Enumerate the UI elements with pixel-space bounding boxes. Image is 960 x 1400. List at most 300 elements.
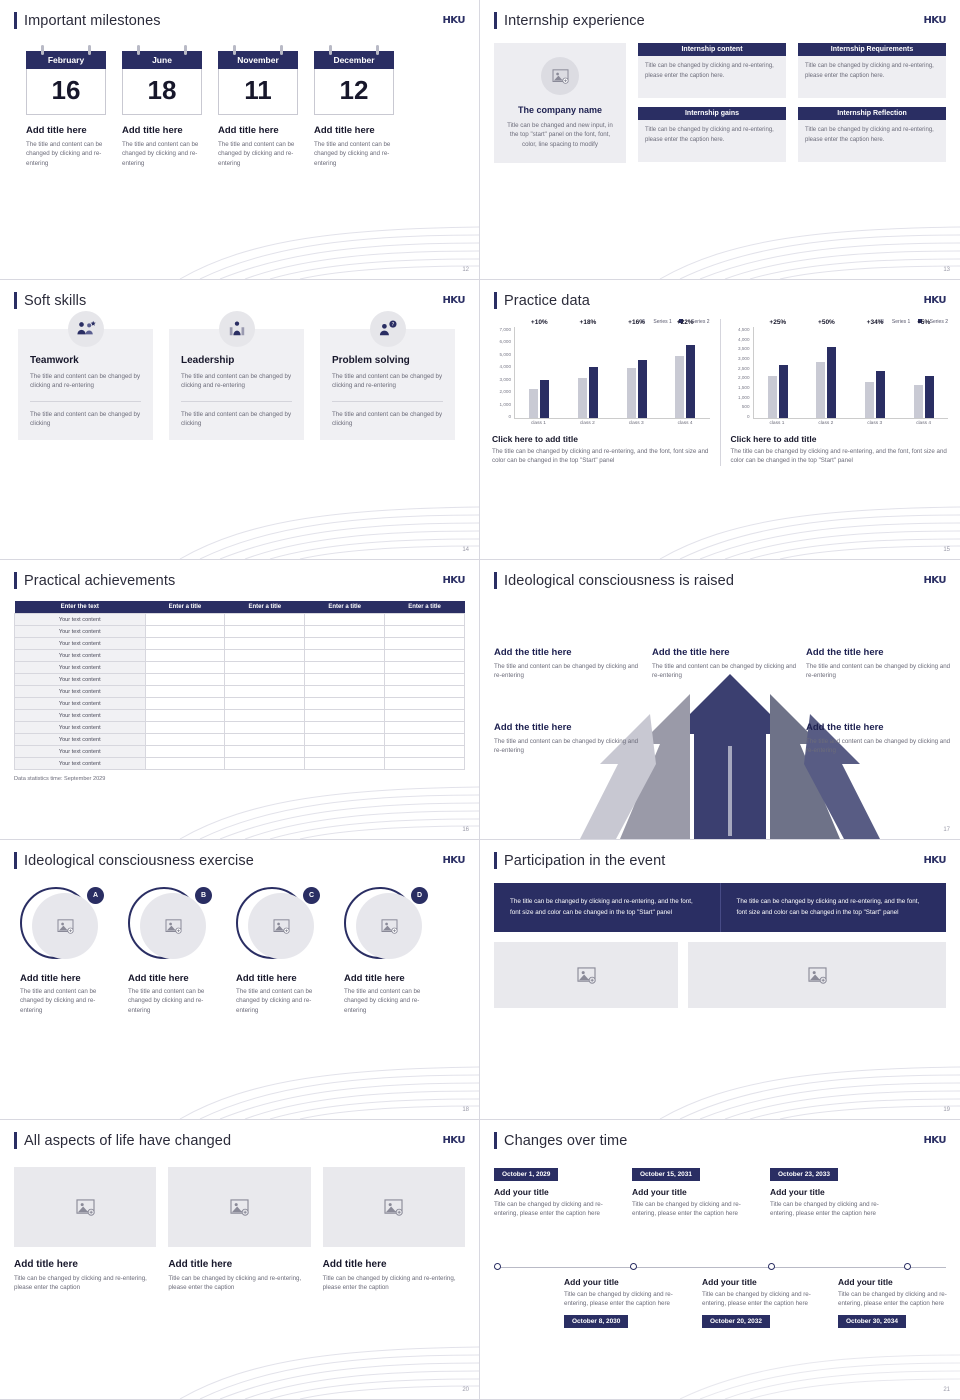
cell-label: Your text content (15, 662, 146, 674)
cell-empty[interactable] (305, 722, 385, 734)
table-row[interactable] (15, 626, 465, 638)
calendar-month: November (237, 55, 279, 65)
card-body: The title and content can be changed by clicking and re-entering (218, 141, 295, 167)
timeline-date: October 8, 2030 (564, 1315, 628, 1328)
slide-important-milestones (0, 0, 480, 280)
svg-text:?: ? (391, 321, 394, 328)
page-number: 15 (943, 547, 950, 553)
cell-empty[interactable] (225, 650, 305, 662)
calendar-day: 18 (122, 69, 202, 115)
cell-empty[interactable] (385, 674, 465, 686)
timeline-date: October 30, 2034 (838, 1315, 906, 1328)
skill-body: The title and content can be changed by clicking and re-entering (332, 373, 443, 390)
item-heading: Add your title (632, 1187, 687, 1197)
y-axis-labels: 4,500 4,000 3,500 3,000 2,500 2,000 1,500 1,000 500 0 (738, 327, 750, 419)
page-number: 16 (462, 827, 469, 833)
cell-empty[interactable] (225, 746, 305, 758)
table-row[interactable] (15, 710, 465, 722)
bar-label: +34% (866, 319, 884, 326)
hku-logo: HKU (923, 855, 946, 866)
bar-label: +10% (530, 319, 548, 326)
title-accent-bar (14, 572, 17, 589)
card-body: Title can be changed by clicking and re-entering, please enter the caption here. (638, 120, 786, 162)
cell-empty[interactable] (145, 650, 225, 662)
item-body: The title and content can be changed by clicking and re-entering (344, 988, 421, 1014)
slide-header (0, 1120, 479, 1149)
title-accent-bar (494, 572, 497, 589)
timeline-date: October 23, 2033 (770, 1168, 838, 1181)
table-row[interactable] (15, 758, 465, 770)
cell-empty[interactable] (225, 662, 305, 674)
item-body: Title can be changed by clicking and re-entering, please enter the caption here (702, 1291, 811, 1308)
col-header: Enter a title (305, 601, 385, 614)
cell-empty[interactable] (305, 626, 385, 638)
hku-logo: HKU (923, 1135, 946, 1146)
page-number: 18 (462, 1107, 469, 1113)
card-heading: Add title here (218, 125, 279, 136)
cell-label: Your text content (15, 698, 146, 710)
item-heading: Add title here (322, 1259, 387, 1270)
cell-empty[interactable] (305, 734, 385, 746)
item-heading: Add your title (564, 1277, 619, 1287)
skill-card[interactable] (18, 329, 153, 440)
item-body: Title can be changed by clicking and re-entering, please enter the caption here (494, 1201, 603, 1218)
cell-empty[interactable] (225, 698, 305, 710)
col-header: Enter a title (225, 601, 305, 614)
cell-empty[interactable] (145, 734, 225, 746)
item-body: Title can be changed by clicking and re-entering, please enter the caption here (770, 1201, 879, 1218)
item-body: Title can be changed by clicking and re-entering, please enter the caption here (838, 1291, 947, 1308)
circle-item[interactable] (128, 887, 220, 1015)
cell-empty[interactable] (385, 758, 465, 770)
skill-heading: Leadership (181, 355, 235, 366)
slide-header (480, 0, 960, 29)
cell-empty[interactable] (145, 686, 225, 698)
chart-caption-title: Click here to add title (492, 434, 578, 444)
cell-empty[interactable] (305, 746, 385, 758)
calendar-day: 16 (26, 69, 106, 115)
cell-label: Your text content (15, 686, 146, 698)
timeline-item-bottom[interactable] (564, 1277, 684, 1328)
item-heading: Add title here (344, 973, 405, 984)
bar-label: +18% (579, 319, 597, 326)
card-header: Internship gains (638, 107, 786, 120)
cell-empty[interactable] (305, 758, 385, 770)
table-row[interactable] (15, 746, 465, 758)
hku-logo: HKU (442, 1135, 465, 1146)
card-heading: Add title here (314, 125, 375, 136)
hku-logo: HKU (923, 575, 946, 586)
cell-label: Your text content (15, 650, 146, 662)
item-heading: Add title here (236, 973, 297, 984)
slide-header (0, 560, 479, 589)
company-panel[interactable] (494, 43, 626, 163)
item-heading: Add the title here (494, 647, 572, 658)
page-title: Soft skills (24, 292, 87, 309)
ideo-item[interactable] (806, 722, 956, 756)
cell-empty[interactable] (225, 674, 305, 686)
cell-label: Your text content (15, 758, 146, 770)
skill-card[interactable] (320, 321, 455, 440)
skill-card[interactable] (169, 329, 304, 440)
cell-empty[interactable] (145, 722, 225, 734)
cell-empty[interactable] (225, 758, 305, 770)
event-panel[interactable]: The title can be changed by clicking and re-entering, and the font, font size and color can be changed in the top "Start" panel (494, 883, 720, 932)
item-body: The title and content can be changed by clicking and re-entering (652, 663, 797, 680)
cell-empty[interactable] (385, 722, 465, 734)
milestone-card[interactable] (122, 51, 202, 168)
title-accent-bar (14, 1132, 17, 1149)
life-card[interactable] (323, 1167, 465, 1293)
card-heading: Add title here (122, 125, 183, 136)
page-number: 20 (462, 1387, 469, 1393)
calendar-month: December (333, 55, 375, 65)
item-body: Title can be changed by clicking and re-entering, please enter the caption (14, 1275, 147, 1292)
item-heading: Add the title here (652, 647, 730, 658)
cell-empty[interactable] (145, 698, 225, 710)
card-body: Title can be changed by clicking and re-entering, please enter the caption here. (798, 120, 946, 162)
circle-badge: B (195, 887, 212, 904)
image-placeholder[interactable] (688, 942, 946, 1008)
item-body: The title and content can be changed by clicking and re-entering (128, 988, 205, 1014)
timeline-node (768, 1263, 775, 1270)
cell-empty[interactable] (385, 650, 465, 662)
timeline-item-bottom[interactable] (838, 1277, 958, 1328)
cell-empty[interactable] (305, 698, 385, 710)
bar-label: +16% (628, 319, 645, 326)
internship-card[interactable] (638, 43, 786, 98)
item-heading: Add your title (770, 1187, 825, 1197)
cell-label: Your text content (15, 746, 146, 758)
legend-item: Series 1 (653, 319, 672, 325)
cell-label: Your text content (15, 638, 146, 650)
page-title: Changes over time (504, 1132, 628, 1149)
milestone-card[interactable] (218, 51, 298, 168)
wave-decoration (480, 469, 960, 559)
circle-item[interactable] (344, 887, 436, 1015)
slide-changes-over-time (480, 1120, 960, 1400)
chart-left (492, 319, 710, 466)
cell-empty[interactable] (385, 710, 465, 722)
title-accent-bar (494, 292, 497, 309)
card-header: Internship Reflection (798, 107, 946, 120)
slide-header (480, 1120, 960, 1149)
cell-empty[interactable] (145, 758, 225, 770)
card-heading: Add title here (26, 125, 87, 136)
slide-header (480, 280, 960, 309)
cell-empty[interactable] (225, 722, 305, 734)
chart-caption-body: The title can be changed by clicking and re-entering, and the font, font size and color can be changed in the top "Start" panel (492, 448, 709, 465)
item-heading: Add title here (168, 1259, 233, 1270)
cell-empty[interactable] (225, 686, 305, 698)
cell-empty[interactable] (305, 614, 385, 626)
table-row[interactable] (15, 638, 465, 650)
slide-all-aspects-life (0, 1120, 480, 1400)
slide-participation-event (480, 840, 960, 1120)
cell-empty[interactable] (145, 614, 225, 626)
page-title: Ideological consciousness exercise (24, 852, 254, 869)
timeline-date: October 15, 2031 (632, 1168, 700, 1181)
cell-empty[interactable] (225, 614, 305, 626)
item-heading: Add your title (494, 1187, 549, 1197)
col-header: Enter the text (15, 601, 146, 614)
item-body: Title can be changed by clicking and re-entering, please enter the caption here (632, 1201, 741, 1218)
skill-body: The title and content can be changed by clicking and re-entering (30, 373, 141, 390)
chart-right (731, 319, 949, 466)
slide-practical-achievements (0, 560, 480, 840)
item-body: Title can be changed by clicking and re-entering, please enter the caption (168, 1275, 302, 1292)
table-row[interactable] (15, 722, 465, 734)
item-body: Title can be changed by clicking and re-entering, please enter the caption (322, 1275, 456, 1292)
page-number: 21 (943, 1387, 950, 1393)
col-header: Enter a title (145, 601, 225, 614)
wave-decoration (480, 1029, 960, 1119)
page-number: 12 (462, 267, 469, 273)
hku-logo: HKU (442, 575, 465, 586)
hku-logo: HKU (442, 295, 465, 306)
leader-icon (219, 311, 255, 347)
cell-empty[interactable] (145, 746, 225, 758)
wave-decoration (480, 189, 960, 279)
company-name: The company name (517, 105, 603, 115)
page-number: 19 (943, 1107, 950, 1113)
timeline-date: October 20, 2032 (702, 1315, 770, 1328)
page-number: 14 (462, 547, 469, 553)
timeline-item-bottom[interactable] (702, 1277, 822, 1328)
table-row[interactable] (15, 650, 465, 662)
cell-empty[interactable] (385, 746, 465, 758)
cell-label: Your text content (15, 614, 146, 626)
item-body: The title and content can be changed by clicking and re-entering (494, 738, 639, 755)
title-accent-bar (14, 12, 17, 29)
item-heading: Add title here (14, 1259, 78, 1270)
ideo-item[interactable] (494, 647, 644, 681)
event-panel[interactable]: The title can be changed by clicking and re-entering, and the font, font size and color can be changed in the top "Start" panel (720, 883, 947, 932)
cell-empty[interactable] (305, 638, 385, 650)
cell-empty[interactable] (145, 662, 225, 674)
slide-internship-experience (480, 0, 960, 280)
title-accent-bar (14, 292, 17, 309)
cell-empty[interactable] (305, 674, 385, 686)
slide-ideological-exercise (0, 840, 480, 1120)
item-heading: Add your title (838, 1277, 893, 1287)
hku-logo: HKU (923, 295, 946, 306)
ideo-item[interactable] (494, 722, 644, 756)
cell-label: Your text content (15, 710, 146, 722)
y-axis-labels: 7,000 6,000 5,000 4,000 3,000 2,000 1,000 0 (499, 327, 511, 419)
cell-empty[interactable] (385, 638, 465, 650)
cell-empty[interactable] (305, 662, 385, 674)
image-placeholder-icon (541, 57, 579, 95)
card-body: Title can be changed by clicking and re-entering, please enter the caption here. (798, 56, 946, 98)
col-header: Enter a title (385, 601, 465, 614)
skill-subtext: The title and content can be changed by clicking (30, 410, 141, 427)
table-row[interactable] (15, 686, 465, 698)
card-body: Title can be changed by clicking and re-entering, please enter the caption here. (638, 56, 786, 98)
timeline-item-top[interactable] (770, 1163, 895, 1219)
card-header: Internship content (638, 43, 786, 56)
wave-decoration (0, 469, 480, 559)
table-row[interactable] (15, 734, 465, 746)
divider (720, 319, 721, 466)
bar-label: +22% (676, 319, 694, 326)
milestone-card[interactable] (26, 51, 106, 168)
circle-badge: D (411, 887, 428, 904)
cell-empty[interactable] (385, 686, 465, 698)
bar-label: +5% (917, 319, 931, 326)
cell-empty[interactable] (305, 710, 385, 722)
item-heading: Add title here (128, 973, 189, 984)
table-note: Data statistics time: September 2029 (14, 776, 106, 782)
card-body: The title and content can be changed by clicking and re-entering (26, 141, 103, 167)
x-axis-labels: class 1 class 2 class 3 class 4 (530, 421, 693, 426)
cell-empty[interactable] (145, 674, 225, 686)
cell-empty[interactable] (225, 734, 305, 746)
item-heading: Add title here (20, 973, 81, 984)
ideo-item[interactable] (652, 647, 802, 681)
page-title: Ideological consciousness is raised (504, 572, 734, 589)
cell-label: Your text content (15, 722, 146, 734)
cell-empty[interactable] (225, 710, 305, 722)
legend-item: Series 2 (691, 319, 710, 325)
image-placeholder[interactable] (323, 1167, 465, 1247)
page-title: Important milestones (24, 12, 161, 29)
chart-caption-body: The title can be changed by clicking and re-entering, and the font, font size and color can be changed in the top "Start" panel (730, 448, 947, 465)
slide-soft-skills (0, 280, 480, 560)
life-card[interactable] (14, 1167, 156, 1293)
page-title: Internship experience (504, 12, 645, 29)
timeline-node (904, 1263, 911, 1270)
cell-empty[interactable] (145, 710, 225, 722)
ideo-item[interactable] (806, 647, 956, 681)
title-accent-bar (14, 852, 17, 869)
title-accent-bar (494, 852, 497, 869)
cell-empty[interactable] (145, 626, 225, 638)
circle-item[interactable] (20, 887, 112, 1015)
calendar-day: 12 (314, 69, 394, 115)
hku-logo: HKU (442, 855, 465, 866)
item-body: The title and content can be changed by clicking and re-entering (236, 988, 313, 1014)
calendar-month: June (152, 55, 172, 65)
bar-label: +50% (818, 319, 835, 326)
bar-label: +25% (769, 319, 787, 326)
slide-ideological-consciousness-raised (480, 560, 960, 840)
title-accent-bar (494, 1132, 497, 1149)
timeline-date: October 1, 2029 (494, 1168, 558, 1181)
timeline-item-top[interactable] (494, 1163, 614, 1219)
achievements-table[interactable] (14, 601, 465, 770)
skill-subtext: The title and content can be changed by clicking (332, 410, 443, 427)
slide-practice-data (480, 280, 960, 560)
cell-empty[interactable] (305, 686, 385, 698)
image-placeholder[interactable] (14, 1167, 156, 1247)
cell-empty[interactable] (385, 614, 465, 626)
page-title: All aspects of life have changed (24, 1132, 232, 1149)
item-heading: Add the title here (806, 722, 884, 733)
slide-header (480, 560, 960, 589)
item-heading: Add the title here (494, 722, 572, 733)
timeline-node (494, 1263, 501, 1270)
page-title: Practice data (504, 292, 590, 309)
cell-empty[interactable] (225, 626, 305, 638)
item-body: The title and content can be changed by clicking and re-entering (806, 663, 951, 680)
milestone-cards (0, 29, 479, 168)
timeline-axis (494, 1267, 946, 1268)
chart-caption-title: Click here to add title (730, 434, 817, 444)
legend-item: Series 1 (891, 319, 911, 325)
milestone-card[interactable] (314, 51, 394, 168)
legend-item: Series 2 (929, 319, 948, 325)
slide-header (0, 280, 479, 309)
table-header-row (15, 601, 465, 614)
skill-subtext: The title and content can be changed by clicking (181, 410, 292, 427)
calendar-day: 11 (218, 69, 298, 115)
question-icon (370, 311, 406, 347)
slide-header (0, 0, 479, 29)
cell-empty[interactable] (385, 698, 465, 710)
card-body: The title and content can be changed by clicking and re-entering (122, 141, 199, 167)
company-body: Title can be changed and new input, in the top "start" panel on the font, font, color, line spacing to modify (507, 122, 613, 148)
page-title: Participation in the event (504, 852, 666, 869)
slide-header (480, 840, 960, 869)
cell-label: Your text content (15, 626, 146, 638)
cell-empty[interactable] (225, 638, 305, 650)
hku-logo: HKU (442, 15, 465, 26)
x-axis-labels: class 1 class 2 class 3 class 4 (769, 421, 932, 426)
circle-item[interactable] (236, 887, 328, 1015)
hku-logo: HKU (923, 15, 946, 26)
image-placeholder[interactable] (494, 942, 678, 1008)
item-heading: Add your title (702, 1277, 757, 1287)
wave-decoration (0, 1029, 480, 1119)
internship-card[interactable] (638, 107, 786, 162)
circle-badge: C (303, 887, 320, 904)
wave-decoration (0, 189, 480, 279)
cell-empty[interactable] (385, 626, 465, 638)
life-card[interactable] (168, 1167, 310, 1293)
cell-label: Your text content (15, 734, 146, 746)
table-row[interactable] (15, 698, 465, 710)
cell-empty[interactable] (145, 638, 225, 650)
timeline-item-top[interactable] (632, 1163, 752, 1219)
table-row[interactable] (15, 674, 465, 686)
internship-card[interactable] (798, 43, 946, 98)
title-accent-bar (494, 12, 497, 29)
skill-body: The title and content can be changed by clicking and re-entering (181, 373, 292, 390)
table-row[interactable] (15, 614, 465, 626)
team-icon (68, 311, 104, 347)
skill-heading: Problem solving (332, 355, 410, 366)
page-number: 13 (943, 267, 950, 273)
table-row[interactable] (15, 662, 465, 674)
item-body: The title and content can be changed by clicking and re-entering (20, 988, 97, 1014)
cell-empty[interactable] (385, 662, 465, 674)
timeline-node (630, 1263, 637, 1270)
wave-decoration (0, 1309, 480, 1399)
slide-header (0, 840, 479, 869)
skill-heading: Teamwork (30, 355, 79, 366)
cell-empty[interactable] (305, 650, 385, 662)
item-body: The title and content can be changed by clicking and re-entering (806, 738, 951, 755)
internship-card[interactable] (798, 107, 946, 162)
item-body: Title can be changed by clicking and re-entering, please enter the caption here (564, 1291, 673, 1308)
page-title: Practical achievements (24, 572, 176, 589)
calendar-month: February (47, 55, 85, 65)
card-header: Internship Requirements (798, 43, 946, 56)
image-placeholder[interactable] (168, 1167, 310, 1247)
page-number: 17 (943, 827, 950, 833)
cell-empty[interactable] (385, 734, 465, 746)
